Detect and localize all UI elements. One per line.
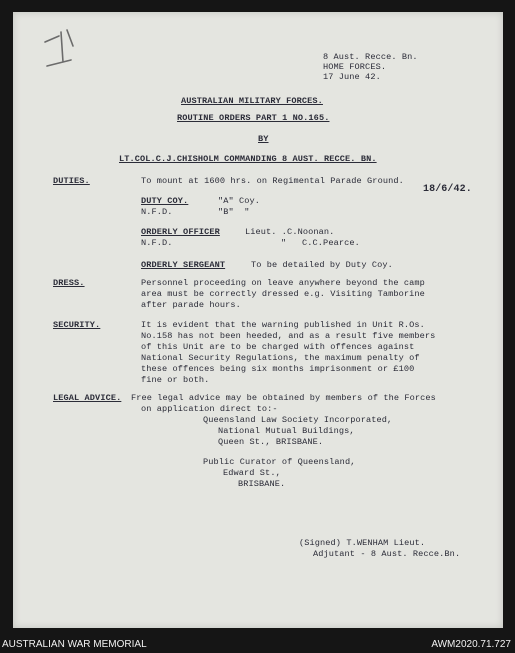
security-line-2: No.158 has not been heeded, and as a result five members	[141, 331, 436, 341]
header-location: HOME FORCES.	[323, 62, 387, 72]
handwritten-mark	[41, 26, 81, 72]
duties-heading: DUTIES.	[53, 176, 90, 186]
signature-line-1: (Signed) T.WENHAM Lieut.	[299, 538, 426, 548]
legal-address-2-line-1: Public Curator of Queensland,	[203, 457, 356, 467]
signature-line-2: Adjutant - 8 Aust. Recce.Bn.	[313, 549, 461, 559]
dress-line-3: after parade hours.	[141, 300, 241, 310]
nfd-1-value: "B" "	[218, 207, 250, 217]
legal-address-2-line-3: BRISBANE.	[238, 479, 286, 489]
duties-date-note: 18/6/42.	[423, 184, 472, 195]
security-line-4: National Security Regulations, the maximum penalty of	[141, 353, 420, 363]
document-page	[13, 12, 503, 628]
legal-address-1-line-1: Queensland Law Society Incorporated,	[203, 415, 393, 425]
orderly-sergeant-label: ORDERLY SERGEANT	[141, 260, 226, 270]
footer-right: AWM2020.71.727	[431, 639, 511, 650]
header-unit: 8 Aust. Recce. Bn.	[323, 52, 418, 62]
title-by: BY	[258, 134, 269, 144]
nfd-2-label: N.F.D.	[141, 238, 173, 248]
security-line-5: these offences being six months imprisonment or £100	[141, 364, 415, 374]
orderly-sergeant-value: To be detailed by Duty Coy.	[251, 260, 393, 270]
dress-line-1: Personnel proceeding on leave anywhere beyond the camp	[141, 278, 425, 288]
header-date: 17 June 42.	[323, 72, 381, 82]
orderly-officer-value: Lieut. .C.Noonan.	[245, 227, 335, 237]
security-line-6: fine or both.	[141, 375, 210, 385]
security-line-1: It is evident that the warning published in Unit R.Os.	[141, 320, 425, 330]
dress-heading: DRESS.	[53, 278, 85, 288]
legal-address-1-line-2: National Mutual Buildings,	[218, 426, 355, 436]
legal-line-2: on application direct to:-	[141, 404, 278, 414]
nfd-1-label: N.F.D.	[141, 207, 173, 217]
legal-line-1: Free legal advice may be obtained by members of the Forces	[131, 393, 436, 403]
orderly-officer-label: ORDERLY OFFICER	[141, 227, 220, 237]
duty-coy-label: DUTY COY.	[141, 196, 189, 206]
legal-address-2-line-2: Edward St.,	[223, 468, 281, 478]
security-line-3: of this Unit are to be charged with offences against	[141, 342, 415, 352]
duty-coy-value: "A" Coy.	[218, 196, 261, 206]
footer-left: AUSTRALIAN WAR MEMORIAL	[2, 639, 147, 650]
legal-address-1-line-3: Queen St., BRISBANE.	[218, 437, 324, 447]
title-forces: AUSTRALIAN MILITARY FORCES.	[181, 96, 323, 106]
dress-line-2: area must be correctly dressed e.g. Visiting Tamborine	[141, 289, 425, 299]
duties-text: To mount at 1600 hrs. on Regimental Parade Ground.	[141, 176, 404, 186]
nfd-2-value: " C.C.Pearce.	[281, 238, 360, 248]
title-commander: LT.COL.C.J.CHISHOLM COMMANDING 8 AUST. RECCE. BN.	[119, 154, 377, 164]
security-heading: SECURITY.	[53, 320, 101, 330]
legal-heading: LEGAL ADVICE.	[53, 393, 122, 403]
title-orders: ROUTINE ORDERS PART 1 NO.165.	[177, 113, 330, 123]
